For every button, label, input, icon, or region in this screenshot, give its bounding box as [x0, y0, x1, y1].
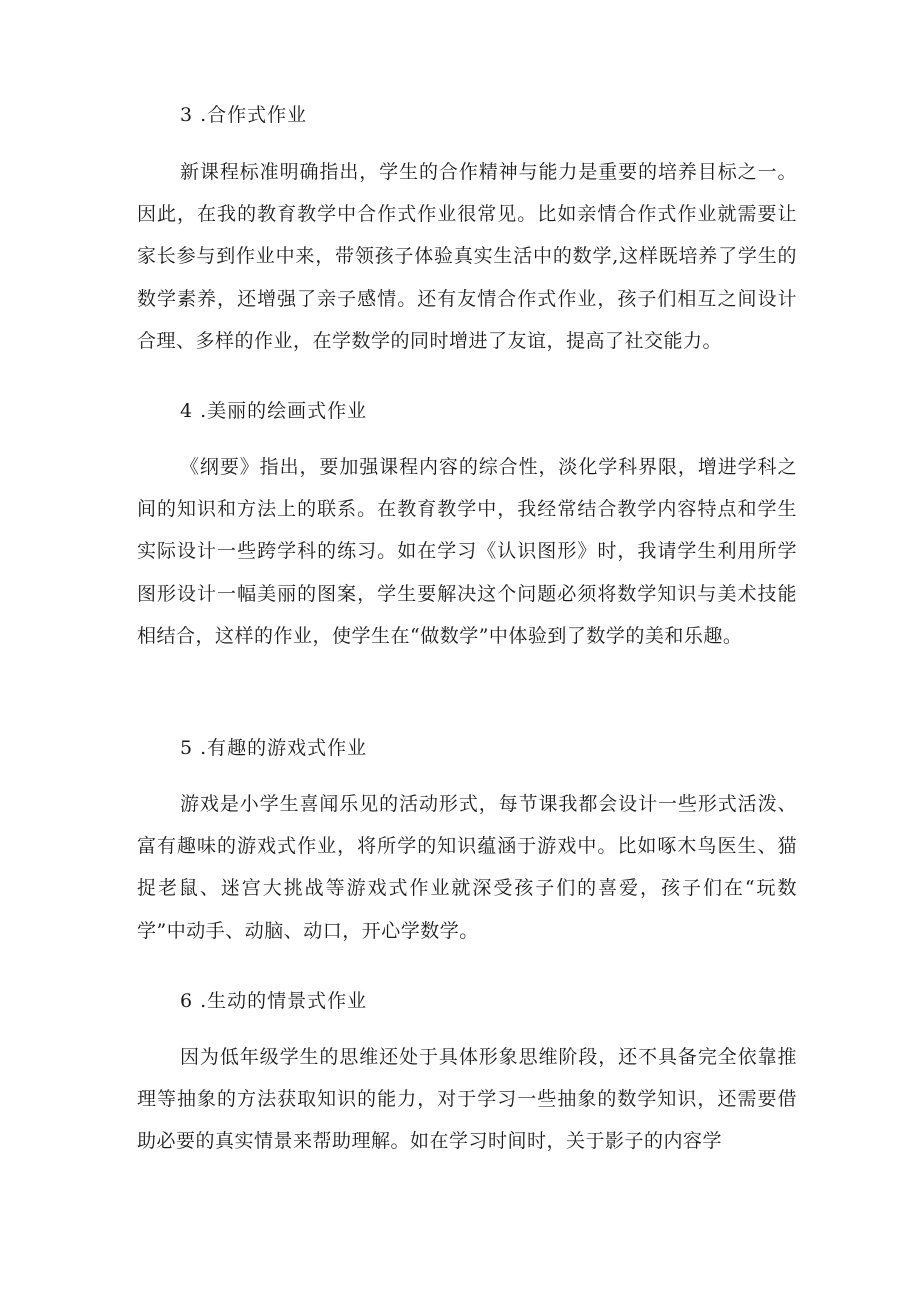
- section-paragraph-game-homework: 游戏是小学生喜闻乐见的活动形式，每节课我都会设计一些形式活泼、富有趣味的游戏式作业，将所学的知识蕴涵于游戏中。比如啄木鸟医生、猫捉老鼠、迷宫大挑战等游戏式作业就深受孩子们的喜爱，孩子们在“玩数学”中动手、动脑、动口，开心学数学。: [137, 793, 797, 942]
- section-heading-drawing-homework: 4 .美丽的绘画式作业: [180, 400, 368, 422]
- section-paragraph-scenario-homework: 因为低年级学生的思维还处于具体形象思维阶段，还不具备完全依靠推理等抽象的方法获取知识的能力，对于学习一些抽象的数学知识，还需要借助必要的真实情景来帮助理解。如在学习时间时，关于影子的内容学: [137, 1046, 797, 1153]
- section-heading-game-homework: 5 .有趣的游戏式作业: [180, 737, 368, 759]
- section-heading-cooperative-homework: 3 .合作式作业: [180, 104, 308, 126]
- section-paragraph-drawing-homework: 《纲要》指出，要加强课程内容的综合性，淡化学科界限，增进学科之间的知识和方法上的联系。在教育教学中，我经常结合教学内容特点和学生实际设计一些跨学科的练习。如在学习《认识图形》时，我请学生利用所学图形设计一幅美丽的图案，学生要解决这个问题必须将数学知识与美术技能相结合，这样的作业，使学生在“做数学”中体验到了数学的美和乐趣。: [137, 456, 797, 647]
- section-paragraph-cooperative-homework: 新课程标准明确指出，学生的合作精神与能力是重要的培养目标之一。因此，在我的教育教学中合作式作业很常见。比如亲情合作式作业就需要让家长参与到作业中来，带领孩子体验真实生活中的数学,这样既培养了学生的数学素养，还增强了亲子感情。还有友情合作式作业，孩子们相互之间设计合理、多样的作业，在学数学的同时增进了友谊，提高了社交能力。: [137, 161, 797, 352]
- section-heading-scenario-homework: 6 .生动的情景式作业: [180, 990, 368, 1012]
